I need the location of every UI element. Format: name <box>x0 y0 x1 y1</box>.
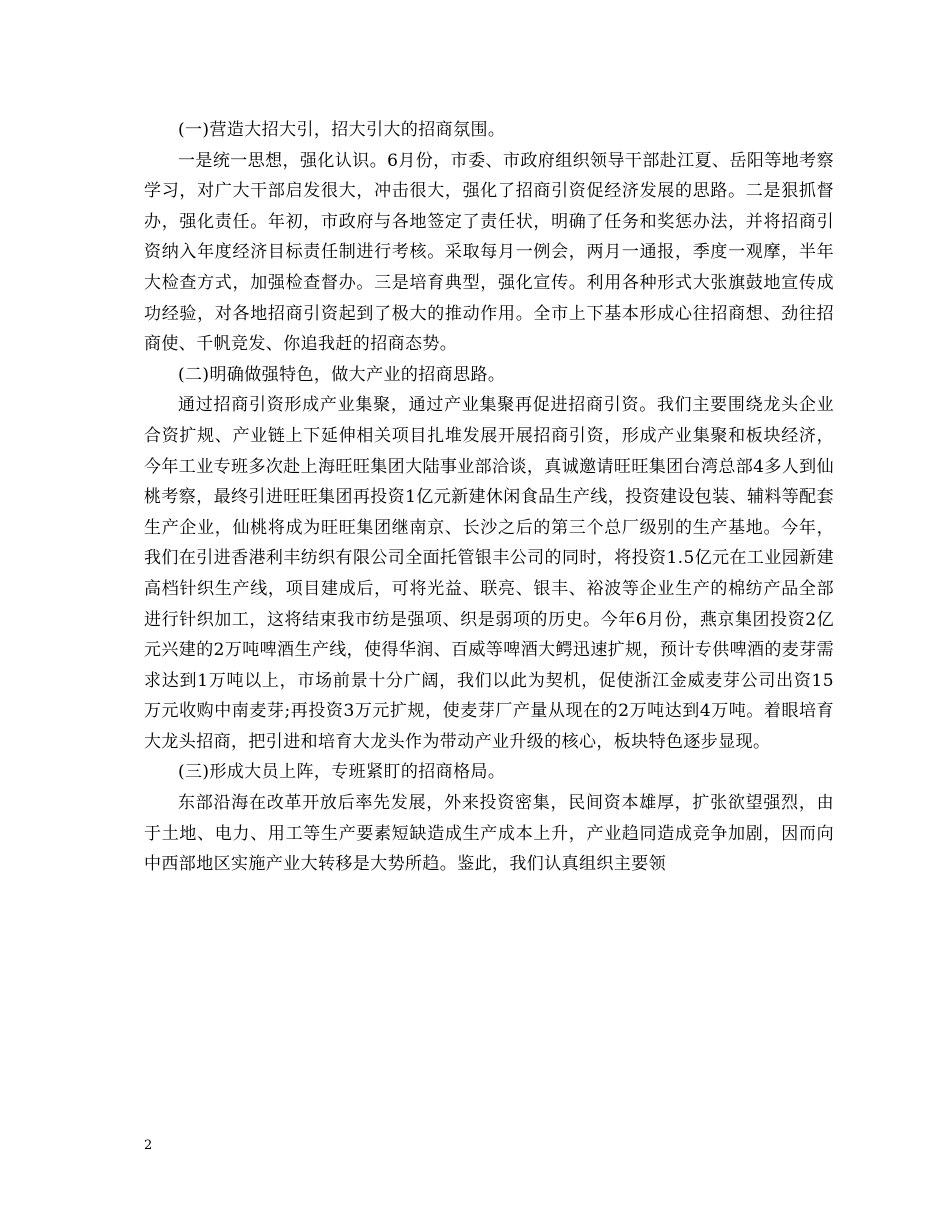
section-heading-2: (二)明确做强特色，做大产业的招商思路。 <box>178 364 506 385</box>
body-text <box>144 115 834 880</box>
section-heading-3: (三)形成大员上阵，专班紧盯的招商格局。 <box>178 762 506 783</box>
paragraph: 东部沿海在改革开放后率先发展，外来投资密集，民间资本雄厚，扩张欲望强烈，由于土地、电力、用工等生产要素短缺造成生产成本上升，产业趋同造成竞争加剧，因而向中西部地区实施产业大转移是大势所趋。鉴此，我们认真组织主要领 <box>144 793 834 875</box>
page-number: 2 <box>144 1138 153 1153</box>
paragraph: 一是统一思想，强化认识。6月份，市委、市政府组织领导干部赴江夏、岳阳等地考察学习，对广大干部启发很大，冲击很大，强化了招商引资促经济发展的思路。二是狠抓督办，强化责任。年初，市政府与各地签定了责任状，明确了任务和奖惩办法，并将招商引资纳入年度经济目标责任制进行考核。采取每月一例会，两月一通报，季度一观摩，半年大检查方式，加强检查督办。三是培育典型，强化宣传。利用各种形式大张旗鼓地宣传成功经验，对各地招商引资起到了极大的推动作用。全市上下基本形成心往招商想、劲往招商使、千帆竞发、你追我赶的招商态势。 <box>144 150 834 355</box>
paragraph: 通过招商引资形成产业集聚，通过产业集聚再促进招商引资。我们主要围绕龙头企业合资扩规、产业链上下延伸相关项目扎堆发展开展招商引资，形成产业集聚和板块经济，今年工业专班多次赴上海旺旺集团大陆事业部洽谈，真诚邀请旺旺集团台湾总部4多人到仙桃考察，最终引进旺旺集团再投资1亿元新建休闲食品生产线，投资建设包装、辅料等配套生产企业，仙桃将成为旺旺集团继南京、长沙之后的第三个总厂级别的生产基地。今年，我们在引进香港利丰纺织有限公司全面托管银丰公司的同时，将投资1.5亿元在工业园新建高档针织生产线，项目建成后，可将光益、联亮、银丰、裕波等企业生产的棉纺产品全部进行针织加工，这将结束我市纺是强项、织是弱项的历史。今年6月份，燕京集团投资2亿元兴建的2万吨啤酒生产线，使得华润、百威等啤酒大鳄迅速扩规，预计专供啤酒的麦芽需求达到1万吨以上，市场前景十分广阔，我们以此为契机，促使浙江金威麦芽公司出资15万元收购中南麦芽;再投资3万元扩规，使麦芽厂产量从现在的2万吨达到4万吨。着眼培育大龙头招商，把引进和培育大龙头作为带动产业升级的核心，板块特色逐步显现。 <box>144 395 834 752</box>
section-heading-1: (一)营造大招大引，招大引大的招商氛围。 <box>178 120 506 140</box>
